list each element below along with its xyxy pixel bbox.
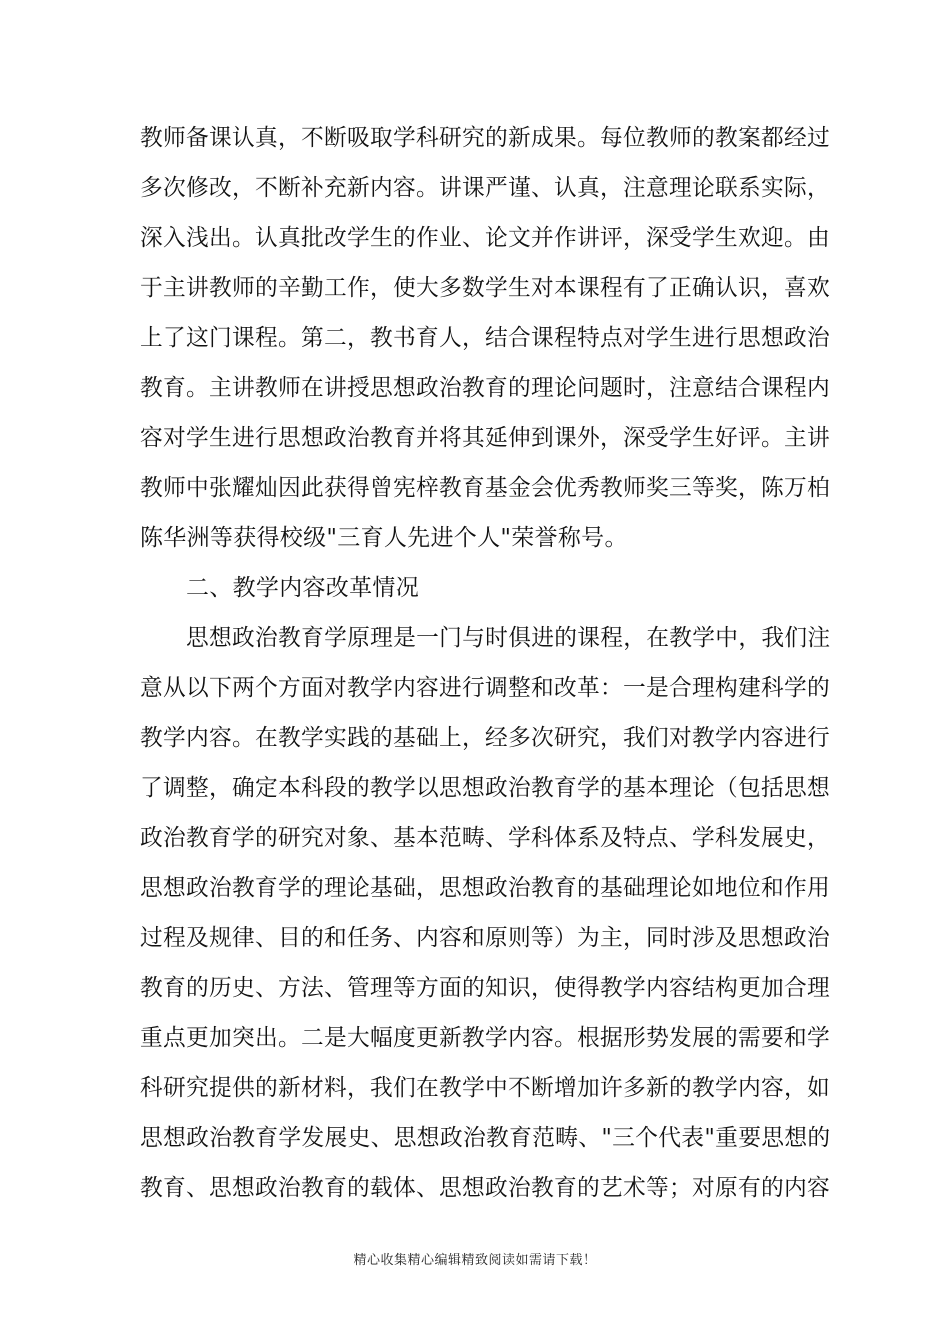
text-line: 上了这门课程。第二，教书育人，结合课程特点对学生进行思想政治 <box>140 325 830 351</box>
text-line: 容对学生进行思想政治教育并将其延伸到课外，深受学生好评。主讲 <box>140 425 830 451</box>
text-line: 教育的历史、方法、管理等方面的知识，使得教学内容结构更加合理 <box>140 975 830 1001</box>
section-heading: 二、教学内容改革情况 <box>186 575 419 601</box>
paragraph-first-line: 思想政治教育学原理是一门与时俱进的课程，在教学中，我们注 <box>186 625 831 651</box>
text-line: 教学内容。在教学实践的基础上，经多次研究，我们对教学内容进行 <box>140 725 830 751</box>
text-line: 意从以下两个方面对教学内容进行调整和改革：一是合理构建科学的 <box>140 675 830 701</box>
text-line: 深入浅出。认真批改学生的作业、论文并作讲评，深受学生欢迎。由 <box>140 225 830 251</box>
text-line: 过程及规律、目的和任务、内容和原则等）为主，同时涉及思想政治 <box>140 925 830 951</box>
text-line: 思想政治教育学发展史、思想政治教育范畴、"三个代表"重要思想的 <box>140 1125 831 1151</box>
text-line: 于主讲教师的辛勤工作，使大多数学生对本课程有了正确认识，喜欢 <box>140 275 830 301</box>
text-line: 教育。主讲教师在讲授思想政治教育的理论问题时，注意结合课程内 <box>140 375 830 401</box>
text-line: 教师中张耀灿因此获得曾宪梓教育基金会优秀教师奖三等奖，陈万柏 <box>140 475 830 501</box>
text-line: 思想政治教育学的理论基础，思想政治教育的基础理论如地位和作用 <box>140 875 830 901</box>
text-line: 政治教育学的研究对象、基本范畴、学科体系及特点、学科发展史， <box>140 825 830 851</box>
text-line: 了调整，确定本科段的教学以思想政治教育学的基本理论（包括思想 <box>140 775 830 801</box>
page-footer: 精心收集精心编辑精致阅读如需请下载！ <box>353 1253 597 1268</box>
text-line: 科研究提供的新材料，我们在教学中不断增加许多新的教学内容，如 <box>140 1075 830 1101</box>
text-line: 教师备课认真，不断吸取学科研究的新成果。每位教师的教案都经过 <box>140 125 830 151</box>
text-line: 教育、思想政治教育的载体、思想政治教育的艺术等；对原有的内容 <box>140 1175 830 1201</box>
text-line: 陈华洲等获得校级"三育人先进个人"荣誉称号。 <box>140 525 628 551</box>
text-line: 重点更加突出。二是大幅度更新教学内容。根据形势发展的需要和学 <box>140 1025 830 1051</box>
text-line: 多次修改，不断补充新内容。讲课严谨、认真，注意理论联系实际， <box>140 175 830 201</box>
